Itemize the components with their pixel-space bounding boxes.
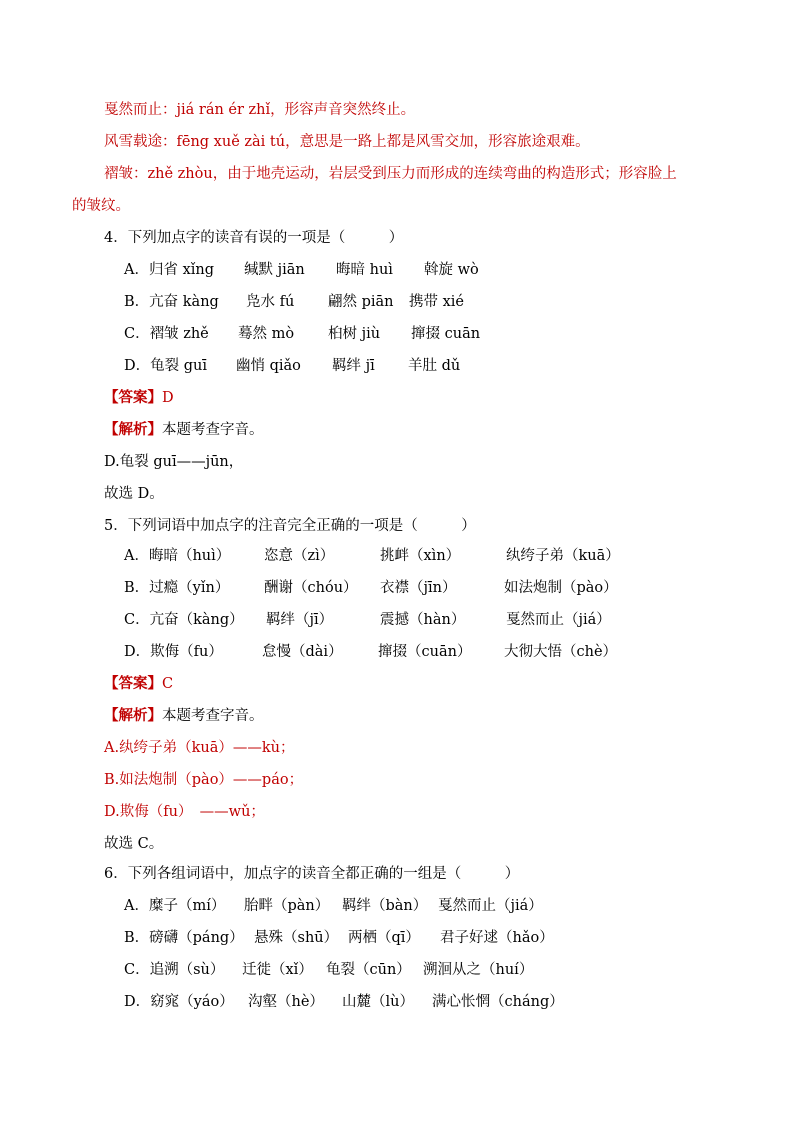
- option-item: 满心怅惘（cháng）: [432, 994, 564, 1010]
- question-4-conclusion: 故选 D。: [104, 486, 164, 502]
- option-item: 两栖（qī）: [348, 930, 420, 946]
- analysis-tag: 【解析】: [104, 421, 162, 438]
- option-item: 山麓（lù）: [342, 994, 414, 1010]
- option-item: 羁绊 jī: [332, 358, 375, 374]
- option-item: D．欺侮（fu）: [124, 644, 223, 660]
- answer-value: D: [162, 390, 174, 406]
- question-5-conclusion: 故选 C。: [104, 836, 164, 852]
- option-item: 翩然 piān: [328, 294, 394, 310]
- note-jia-ran-er-zhi: 戛然而止：jiá rán ér zhǐ，形容声音突然终止。: [104, 102, 416, 118]
- option-item: C．追溯（sù）: [124, 962, 225, 978]
- note-feng-xue-zai-tu: 风雪载途：fēng xuě zài tú，意思是一路上都是风雪交加，形容旅途艰难。: [104, 134, 590, 150]
- option-item: 纨绔子弟（kuā）: [506, 548, 620, 564]
- question-4-answer: [104, 387, 174, 409]
- question-4-detail: D.龟裂 guī——jūn，: [104, 454, 244, 470]
- question-5-detail-d: D.欺侮（fu） ——wǔ；: [104, 804, 265, 820]
- option-item: 龟裂（cūn）: [326, 962, 411, 978]
- option-item: 羁绊（jī）: [266, 612, 334, 628]
- option-item: 晦暗 huì: [336, 262, 393, 278]
- option-item: 如法炮制（pào）: [504, 580, 618, 596]
- option-item: C．亢奋（kàng）: [124, 612, 244, 628]
- option-item: 缄默 jiān: [244, 262, 305, 278]
- option-item: B．过瘾（yǐn）: [124, 580, 230, 596]
- option-item: 溯洄从之（huí）: [423, 962, 534, 978]
- option-item: 戛然而止（jiá）: [506, 612, 611, 628]
- option-item: A．晦暗（huì）: [124, 548, 231, 564]
- question-4-analysis: [104, 419, 264, 441]
- option-item: 戛然而止（jiá）: [438, 898, 543, 914]
- option-item: D．龟裂 guī: [124, 358, 207, 374]
- analysis-text: 本题考查字音。: [162, 422, 264, 438]
- question-4-stem: 4．下列加点字的读音有误的一项是（ ）: [104, 230, 404, 246]
- option-item: 斡旋 wò: [424, 262, 479, 278]
- option-item: 沟壑（hè）: [248, 994, 324, 1010]
- option-item: 蓦然 mò: [238, 326, 295, 342]
- answer-tag: 【答案】: [104, 389, 162, 406]
- question-5-answer: [104, 673, 173, 695]
- option-item: B．亢奋 kàng: [124, 294, 219, 310]
- option-item: 衣襟（jīn）: [380, 580, 457, 596]
- answer-value: C: [162, 676, 174, 692]
- option-item: B．磅礴（páng）: [124, 930, 244, 946]
- option-item: 大彻大悟（chè）: [504, 644, 618, 660]
- analysis-text: 本题考查字音。: [162, 708, 264, 724]
- option-item: 桕树 jiù: [328, 326, 381, 342]
- option-item: 怠慢（dài）: [262, 644, 343, 660]
- option-item: 撺掇 cuān: [411, 326, 481, 342]
- option-item: 凫水 fú: [246, 294, 295, 310]
- answer-tag: 【答案】: [104, 675, 162, 692]
- option-item: 羊肚 dǔ: [408, 358, 461, 374]
- question-5-analysis: [104, 705, 264, 727]
- option-item: 迁徙（xǐ）: [242, 962, 313, 978]
- question-5-detail-b: B.如法炮制（pào）——páo；: [104, 772, 304, 788]
- option-item: A．糜子（mí）: [124, 898, 226, 914]
- question-5-stem: 5．下列词语中加点字的注音完全正确的一项是（ ）: [104, 518, 476, 534]
- option-item: 君子好逑（hǎo）: [440, 930, 554, 946]
- option-item: 携带 xié: [409, 294, 465, 310]
- note-zhe-zhou-line1: 褶皱：zhě zhòu，由于地壳运动，岩层受到压力而形成的连续弯曲的构造形式；形容脸上: [104, 166, 677, 182]
- option-item: 胎畔（pàn）: [244, 898, 330, 914]
- question-5-detail-a: A.纨绔子弟（kuā）——kù；: [104, 740, 295, 756]
- note-zhe-zhou-line2: 的皱纹。: [72, 198, 130, 214]
- option-item: 震撼（hàn）: [380, 612, 466, 628]
- option-item: 酬谢（chóu）: [264, 580, 358, 596]
- option-item: A．归省 xǐng: [124, 262, 215, 278]
- option-item: 撺掇（cuān）: [378, 644, 472, 660]
- option-item: 挑衅（xìn）: [380, 548, 461, 564]
- question-6-stem: 6．下列各组词语中，加点字的读音全都正确的一组是（ ）: [104, 866, 520, 882]
- option-item: 恣意（zì）: [264, 548, 335, 564]
- option-item: 羁绊（bàn）: [342, 898, 428, 914]
- analysis-tag: 【解析】: [104, 707, 162, 724]
- option-item: D．窈窕（yáo）: [124, 994, 234, 1010]
- option-item: C．褶皱 zhě: [124, 326, 209, 342]
- option-item: 幽悄 qiǎo: [236, 358, 301, 374]
- option-item: 悬殊（shū）: [254, 930, 339, 946]
